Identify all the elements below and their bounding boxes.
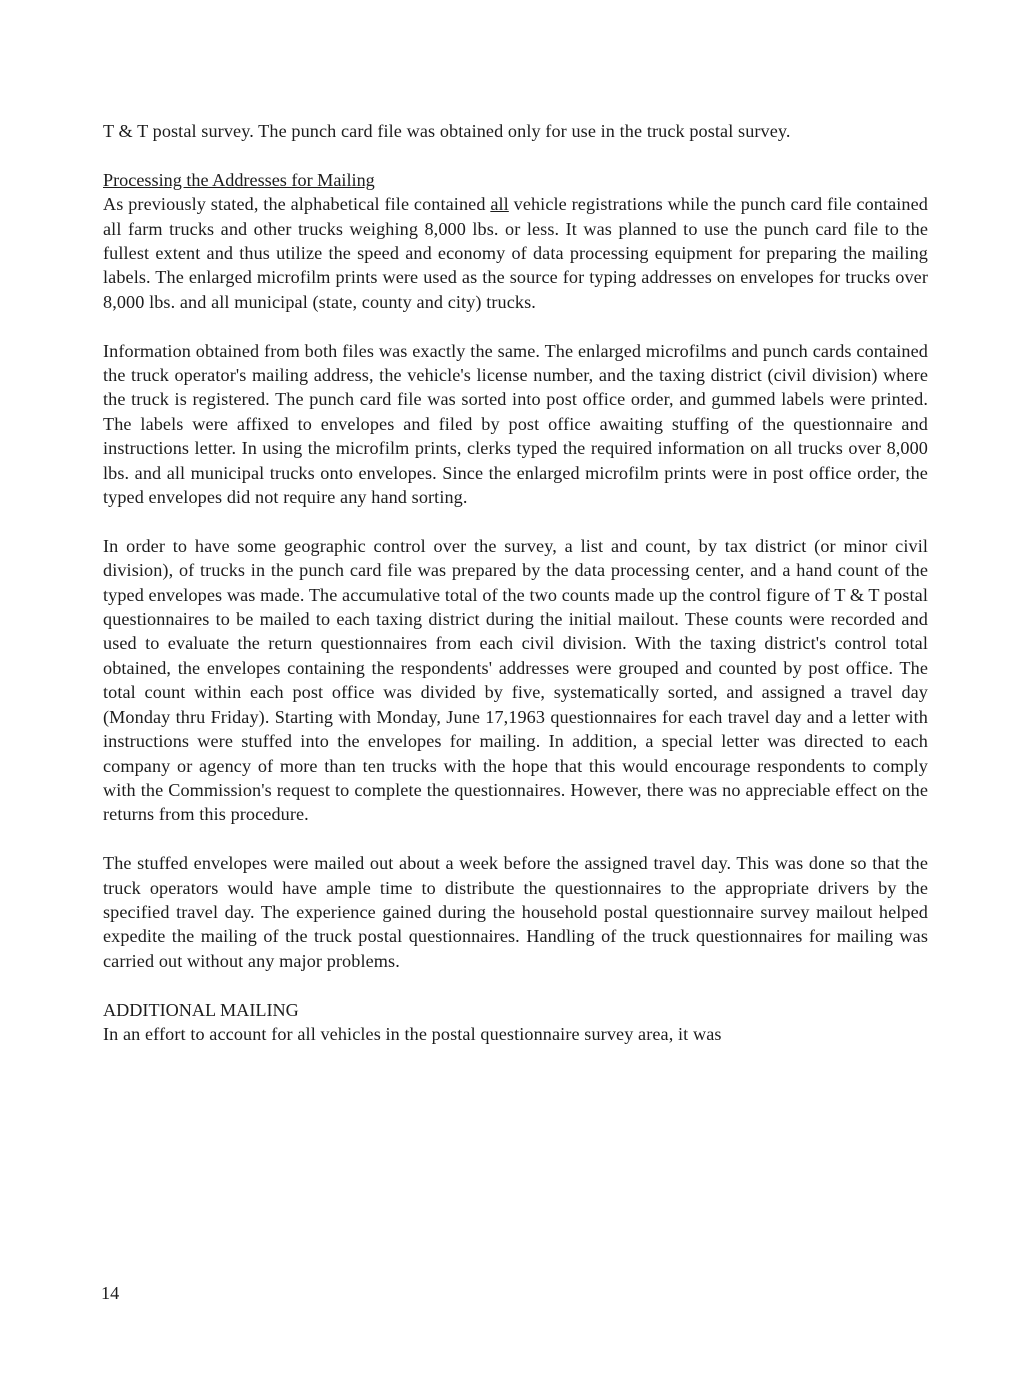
document-page: [103, 119, 928, 1046]
section-heading-additional-mailing: ADDITIONAL MAILING: [103, 999, 299, 1020]
paragraph-gap: [103, 827, 928, 851]
paragraph-gap: [103, 509, 928, 533]
section-heading-processing: Processing the Addresses for Mailing: [103, 169, 375, 190]
page-number: 14: [101, 1283, 120, 1303]
paragraph-text: vehicle registrations while the punch card file contained all farm trucks and other trucks weighing 8,000 lbs. or less. It was planned to use the punch card file to the fullest extent and thus utilize the speed and economy of data processing equipment for preparing the mailing labels. The enlarged microfilm prints were used as the source for typing addresses on envelopes for trucks over 8,000 lbs. and all municipal (state, county and city) trucks.: [103, 194, 928, 312]
emphasis-all: all: [490, 194, 509, 215]
paragraph-gap: [103, 314, 928, 338]
intro-paragraph: T & T postal survey. The punch card file was obtained only for use in the truck postal survey.: [103, 121, 791, 141]
paragraph-text: As previously stated, the alphabetical file contained: [103, 194, 491, 215]
paragraph-gap: [103, 143, 928, 167]
paragraph-alphabetical-file: [103, 192, 928, 314]
paragraph-information-obtained: Information obtained from both files was exactly the same. The enlarged microfilms and punch cards contained the truck operator's mailing address, the vehicle's license number, and the taxing district (civil division) where the truck is registered. The punch card file was sorted into post office order, and gummed labels were printed. The labels were affixed to envelopes and filed by post office awaiting stuffing of the questionnaire and instructions letter. In using the microfilm prints, clerks typed the required information on all trucks over 8,000 lbs. and all municipal trucks onto envelopes. Since the enlarged microfilm prints were in post office order, the typed envelopes did not require any hand sorting.: [103, 340, 928, 508]
paragraph-gap: [103, 973, 928, 997]
paragraph-stuffed-envelopes: The stuffed envelopes were mailed out about a week before the assigned travel day. This was done so that the truck operators would have ample time to distribute the questionnaires to the appropriate drivers by the specified travel day. The experience gained during the household postal questionnaire survey mailout helped expedite the mailing of the truck postal questionnaires. Handling of the truck questionnaires for mailing was carried out without any major problems.: [103, 853, 928, 971]
paragraph-additional-mailing: In an effort to account for all vehicles in the postal questionnaire survey area, it was: [103, 1023, 722, 1044]
paragraph-geographic-control: In order to have some geographic control over the survey, a list and count, by tax district (or minor civil division), of trucks in the punch card file was prepared by the data processing center, and a hand count of the typed envelopes was made. The accumulative total of the two counts made up the control figure of T & T postal questionnaires to be mailed to each taxing district during the initial mailout. These counts were recorded and used to evaluate the return questionnaires from each civil division. With the taxing district's control total obtained, the envelopes containing the respondents' addresses were grouped and counted by post office. The total count within each post office was divided by five, systematically sorted, and assigned a travel day (Monday thru Friday). Starting with Monday, June 17,1963 questionnaires for each travel day and a letter with instructions were stuffed into the envelopes for mailing. In addition, a special letter was directed to each company or agency of more than ten trucks with the hope that this would encourage respondents to comply with the Commission's request to complete the questionnaires. However, there was no appreciable effect on the returns from this procedure.: [103, 535, 928, 825]
